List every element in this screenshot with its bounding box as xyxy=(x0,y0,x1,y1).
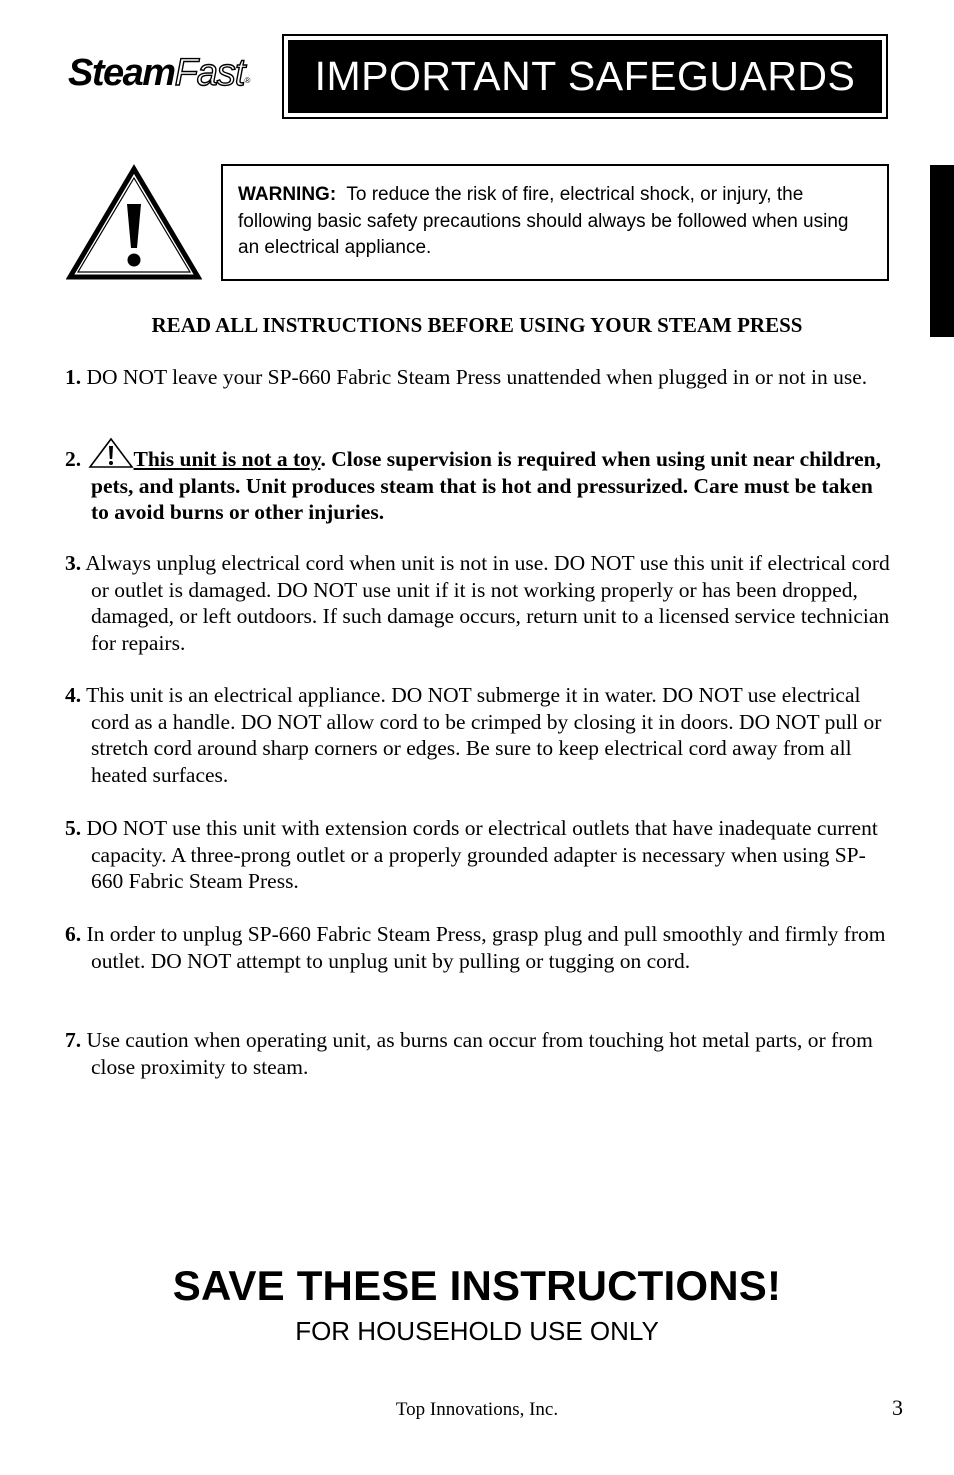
item-text: Use caution when operating unit, as burns can occur from touching hot metal parts, or from close proximity to steam. xyxy=(86,1028,873,1079)
safeguard-item-3 xyxy=(65,550,895,656)
warning-triangle-small-icon xyxy=(88,437,134,469)
item-text: DO NOT leave your SP-660 Fabric Steam Press unattended when plugged in or not in use. xyxy=(86,365,868,389)
item-underlined-text: This unit is not a toy xyxy=(133,447,321,471)
item-text: Always unplug electrical cord when unit is not in use. DO NOT use this unit if electrical cord or outlet is damaged. DO NOT use unit if it is not working properly or has been dropped, damaged, or left outdoors. If such damage occurs, return unit to a licensed service technician for repairs. xyxy=(85,551,890,655)
safeguard-item-5 xyxy=(65,815,895,895)
item-text: In order to unplug SP-660 Fabric Steam Press, grasp plug and pull smoothly and firmly from outlet. DO NOT attempt to unplug unit by pulling or tugging on cord. xyxy=(86,922,886,973)
logo-word-fast: Fast xyxy=(174,52,245,94)
item-number: 1. xyxy=(65,365,82,389)
header-box xyxy=(282,34,888,119)
page-title: IMPORTANT SAFEGUARDS xyxy=(288,40,882,113)
safeguard-item-1 xyxy=(65,364,895,391)
page-number: 3 xyxy=(892,1395,903,1420)
household-use-note: FOR HOUSEHOLD USE ONLY xyxy=(295,1316,659,1346)
warning-triangle-icon xyxy=(66,164,202,282)
item-text: This unit is an electrical appliance. DO NOT submerge it in water. DO NOT use electrical cord as a handle. DO NOT allow cord to be crimped by closing it in doors. DO NOT pull or stretch cord around sharp corners or edges. Be sure to keep electrical cord away from all heated surfaces. xyxy=(86,683,882,787)
item-text: DO NOT use this unit with extension cords or electrical outlets that have inadequate current capacity. A three-prong outlet or a properly grounded adapter is necessary when using SP-660 Fabric Steam Press. xyxy=(86,816,878,893)
safeguard-item-2 xyxy=(65,437,895,526)
item-number: 4. xyxy=(65,683,82,707)
save-instructions-heading: SAVE THESE INSTRUCTIONS! xyxy=(172,1262,782,1309)
item-number: 6. xyxy=(65,922,82,946)
logo-registered-mark: ® xyxy=(244,76,251,85)
logo-word-steam: Steam xyxy=(68,52,175,94)
safeguard-item-6 xyxy=(65,921,895,974)
warning-label: WARNING: xyxy=(238,184,337,205)
warning-box xyxy=(221,164,889,281)
footer-company: Top Innovations, Inc. xyxy=(395,1399,559,1420)
item-text: . Close supervision is required when using unit near children, pets, and plants. Unit produces steam that is hot and pressurized. Care must be taken to avoid burns or other injuries. xyxy=(91,447,882,524)
brand-logo xyxy=(68,52,250,98)
safeguard-item-4 xyxy=(65,682,895,788)
item-number: 2. xyxy=(65,447,82,471)
item-number: 7. xyxy=(65,1028,82,1052)
read-all-heading: READ ALL INSTRUCTIONS BEFORE USING YOUR STEAM PRESS xyxy=(151,313,803,337)
item-number: 5. xyxy=(65,816,82,840)
safeguard-item-7 xyxy=(65,1027,895,1080)
item-number: 3. xyxy=(65,551,82,575)
warning-text: To reduce the risk of fire, electrical shock, or injury, the following basic safety precautions should always be followed when using an electrical appliance. xyxy=(238,184,849,258)
section-tab-marker xyxy=(930,165,954,337)
